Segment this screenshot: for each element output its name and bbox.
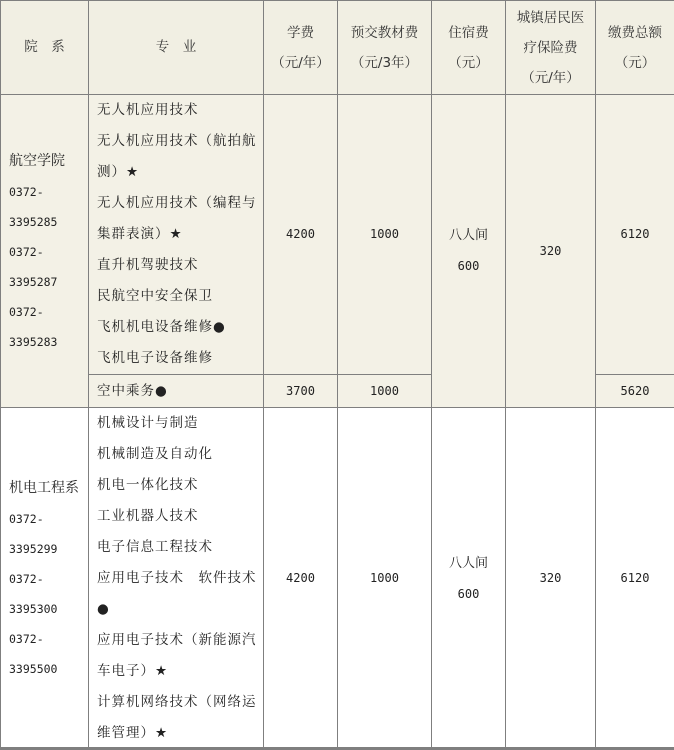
major-line: 维管理）★ <box>97 718 257 749</box>
dorm-cell <box>432 408 506 750</box>
tuition-cell: 4200 <box>264 95 338 375</box>
total-cell: 6120 <box>596 95 674 375</box>
header-dept: 院 系 <box>1 1 89 95</box>
header-books: 预交教材费 （元/3年） <box>338 1 432 95</box>
major-line: 机械设计与制造 <box>97 408 257 439</box>
dept-phone: 0372-3395285 <box>9 177 88 237</box>
dorm-fee: 600 <box>432 251 505 282</box>
major-line: 空中乘务● <box>97 376 257 407</box>
dorm-type: 八人间 <box>432 220 505 251</box>
table-row <box>1 408 674 750</box>
dept-phone: 0372-3395299 <box>9 504 88 564</box>
majors-cell <box>89 95 264 375</box>
major-line: 直升机驾驶技术 <box>97 250 257 281</box>
header-row <box>1 1 674 95</box>
books-cell: 1000 <box>338 95 432 375</box>
majors-cell <box>89 408 264 750</box>
dept-phone: 0372-3395300 <box>9 564 88 624</box>
major-line: 计算机网络技术（网络运 <box>97 687 257 718</box>
total-cell: 6120 <box>596 408 674 750</box>
major-line: 无人机应用技术 <box>97 95 257 126</box>
major-line: ● <box>97 594 257 625</box>
table-row <box>1 95 674 375</box>
books-cell: 1000 <box>338 408 432 750</box>
dept-name: 航空学院 <box>9 146 88 177</box>
major-line: 飞机机电设备维修● <box>97 312 257 343</box>
dept-phone: 0372-3395500 <box>9 624 88 684</box>
major-line: 电子信息工程技术 <box>97 532 257 563</box>
header-tuition: 学费 （元/年） <box>264 1 338 95</box>
tuition-cell: 4200 <box>264 408 338 750</box>
major-line: 民航空中安全保卫 <box>97 281 257 312</box>
dorm-fee: 600 <box>432 579 505 610</box>
dept-phone: 0372-3395283 <box>9 297 88 357</box>
header-total: 缴费总额 （元） <box>596 1 674 95</box>
majors-cell <box>89 375 264 408</box>
major-line: 飞机电子设备维修 <box>97 343 257 374</box>
dept-cell <box>1 408 89 750</box>
major-line: 测）★ <box>97 157 257 188</box>
dorm-type: 八人间 <box>432 548 505 579</box>
major-line: 集群表演）★ <box>97 219 257 250</box>
insurance-cell: 320 <box>506 95 596 408</box>
insurance-cell: 320 <box>506 408 596 750</box>
dorm-cell <box>432 95 506 408</box>
major-line: 无人机应用技术（编程与 <box>97 188 257 219</box>
books-cell: 1000 <box>338 375 432 408</box>
major-line: 工业机器人技术 <box>97 501 257 532</box>
tuition-cell: 3700 <box>264 375 338 408</box>
major-line: 机械制造及自动化 <box>97 439 257 470</box>
dept-name: 机电工程系 <box>9 473 88 504</box>
major-line: 车电子）★ <box>97 656 257 687</box>
total-cell: 5620 <box>596 375 674 408</box>
dept-phone: 0372-3395287 <box>9 237 88 297</box>
major-line: 机电一体化技术 <box>97 470 257 501</box>
major-line: 无人机应用技术（航拍航 <box>97 126 257 157</box>
header-major: 专 业 <box>89 1 264 95</box>
header-insurance: 城镇居民医 疗保险费 （元/年） <box>506 1 596 95</box>
header-dorm: 住宿费 （元） <box>432 1 506 95</box>
major-line: 应用电子技术（新能源汽 <box>97 625 257 656</box>
dept-cell <box>1 95 89 408</box>
major-line: 应用电子技术 软件技术 <box>97 563 257 594</box>
